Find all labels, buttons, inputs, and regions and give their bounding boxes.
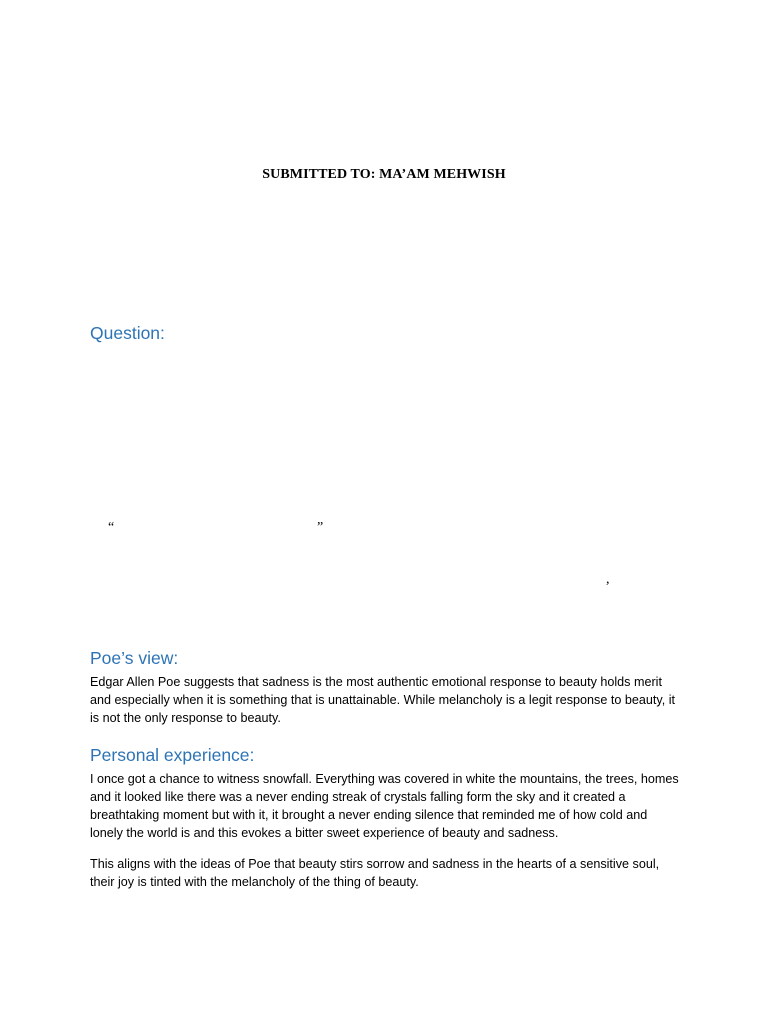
personal-experience-heading: Personal experience: xyxy=(90,745,255,765)
poe-view-heading: Poe’s view: xyxy=(90,648,179,668)
personal-experience-paragraph-1: I once got a chance to witness snowfall. Everything was covered in white the mountains, the trees, homes and it looked like there was a never ending streak of crystals falling form the sky and it created a breathtaking moment but with it, it brought a never ending silence that reminded me of how cold and lonely the world is and this evokes a bitter sweet experience of beauty and sadness. xyxy=(90,772,679,840)
close-quote-mark: ” xyxy=(317,520,324,535)
submitted-to-line: SUBMITTED TO: MA’AM MEHWISH xyxy=(262,167,506,182)
stray-comma: , xyxy=(606,572,610,587)
personal-experience-paragraph-2: This aligns with the ideas of Poe that beauty stirs sorrow and sadness in the hearts of a sensitive soul, their joy is tinted with the melancholy of the thing of beauty. xyxy=(90,857,660,889)
open-quote-mark: “ xyxy=(108,520,115,535)
poe-view-paragraph: Edgar Allen Poe suggests that sadness is the most authentic emotional response to beauty holds merit and especially when it is something that is unattainable. While melancholy is a legit response to beauty, it is not the only response to beauty. xyxy=(90,675,676,725)
question-heading: Question: xyxy=(90,323,165,343)
